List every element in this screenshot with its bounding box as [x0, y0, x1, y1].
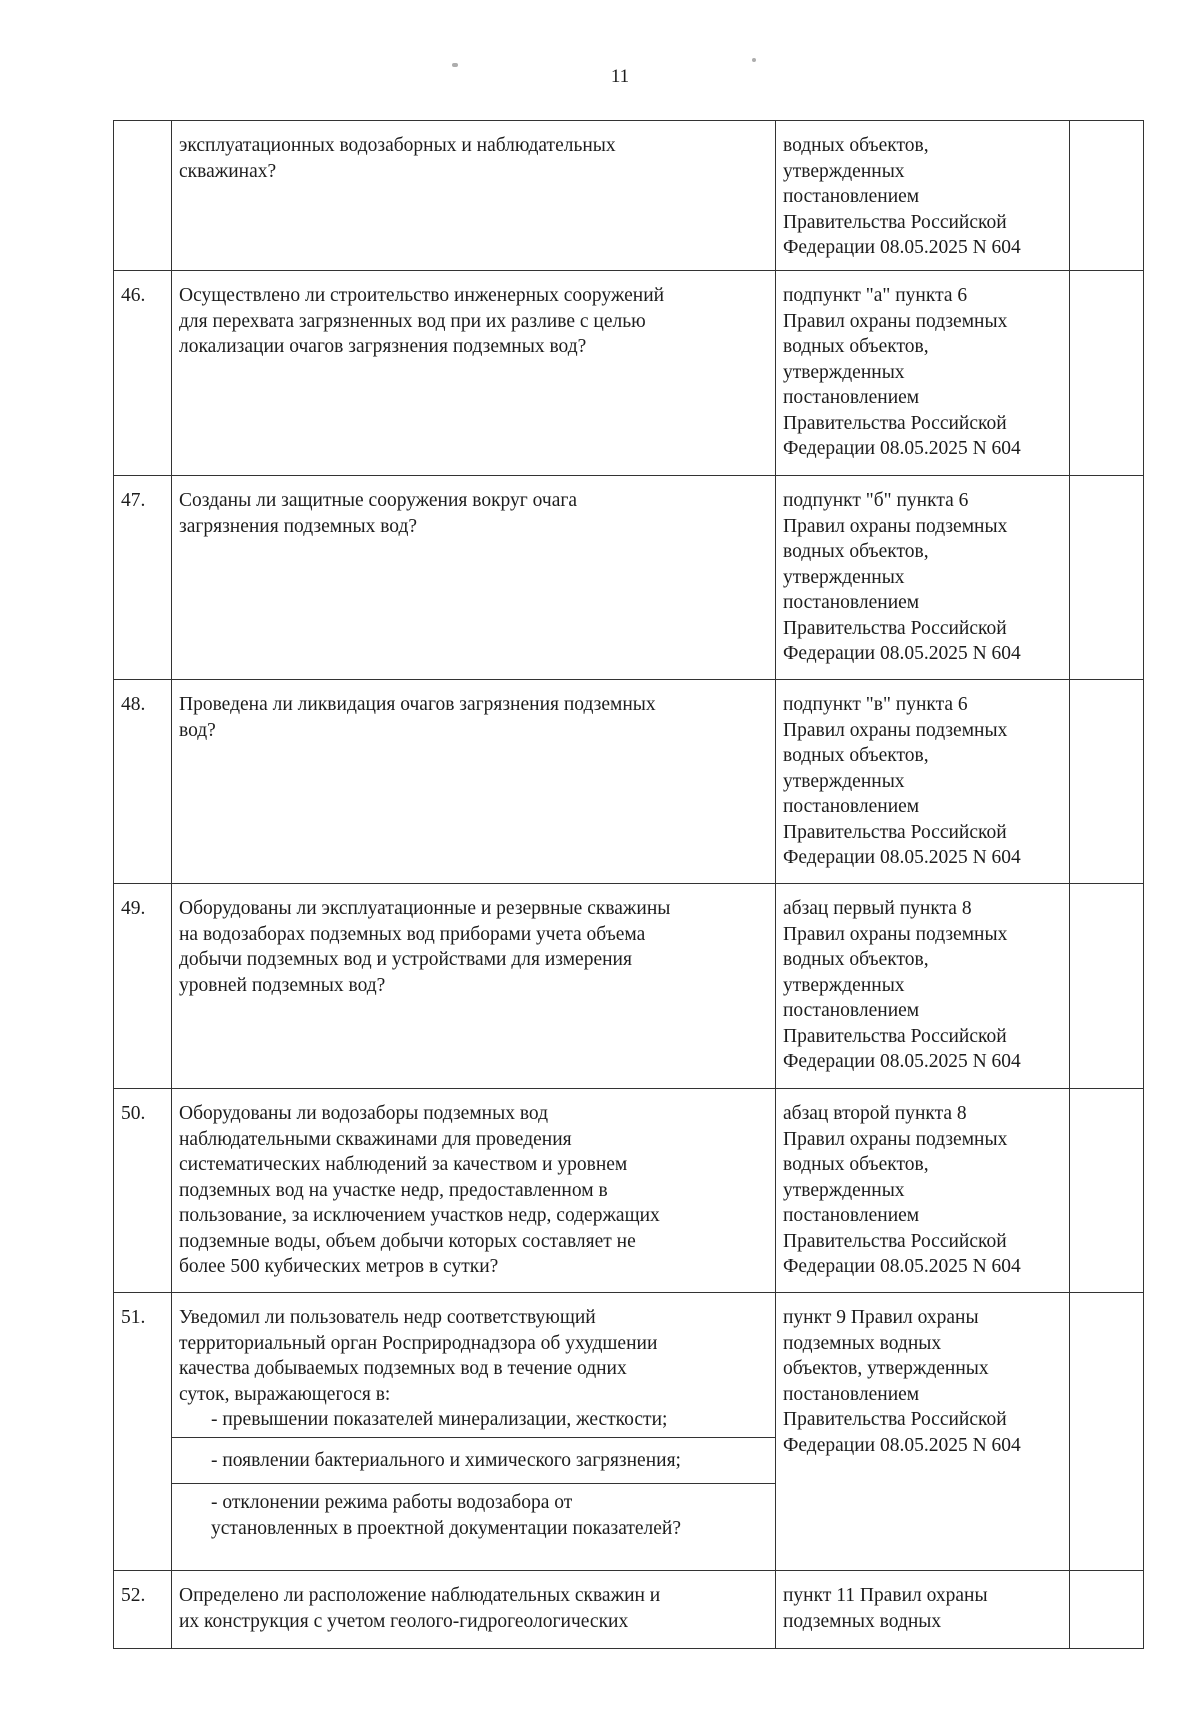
- reference-text: подпункт "а" пункта 6 Правил охраны подземных водных объектов, утвержденных постановлением Правительства Российской Федерации 08.05.2025 N 604: [783, 285, 1021, 459]
- table-row: [114, 121, 1144, 271]
- answer-cell: [1070, 271, 1144, 476]
- question-text: Оборудованы ли эксплуатационные и резервные скважины на водозаборах подземных вод приборами учета объема добычи подземных вод и устройствами для измерения уровней подземных вод?: [179, 898, 671, 996]
- row-number: [114, 121, 172, 271]
- question-cell: [172, 121, 776, 271]
- reference-text: подпункт "б" пункта 6 Правил охраны подземных водных объектов, утвержденных постановлением Правительства Российской Федерации 08.05.2025 N 604: [783, 490, 1021, 664]
- question-text: Уведомил ли пользователь недр соответствующий территориальный орган Росприроднадзора об ухудшении качества добываемых подземных вод в течение одних суток, выражающегося в:: [179, 1307, 658, 1405]
- question-text: Осуществлено ли строительство инженерных сооружений для перехвата загрязненных вод при их разливе с целью локализации очагов загрязнения подземных вод?: [179, 285, 665, 357]
- sub-item-mineralization: - превышении показателей минерализации, жесткости;: [211, 1409, 668, 1430]
- question-text: Оборудованы ли водозаборы подземных вод наблюдательными скважинами для проведения систематических наблюдений за качеством и уровнем подземных вод на участке недр, предоставленном в пользование, за исключением участков недр, содержащих подземные воды, объем добычи которых составляет не более 500 кубических метров в сутки?: [179, 1103, 660, 1277]
- reference-text: пункт 11 Правил охраны подземных водных: [783, 1585, 988, 1632]
- table-row: [114, 1571, 1144, 1649]
- reference-cell: [776, 884, 1070, 1089]
- row-number: 49.: [114, 884, 172, 1089]
- reference-cell: [776, 121, 1070, 271]
- table-row: [114, 884, 1144, 1089]
- scan-speck: [452, 63, 458, 67]
- table-row: [114, 1089, 1144, 1293]
- question-cell: [172, 1293, 776, 1571]
- sub-item-intake-mode: - отклонении режима работы водозабора от установленных в проектной документации показателей?: [172, 1483, 775, 1545]
- table-row: [114, 1293, 1144, 1571]
- answer-cell: [1070, 476, 1144, 680]
- table-row: [114, 271, 1144, 476]
- reference-cell: [776, 1293, 1070, 1571]
- row-number: 48.: [114, 680, 172, 884]
- reference-cell: [776, 271, 1070, 476]
- reference-text: абзац первый пункта 8 Правил охраны подземных водных объектов, утвержденных постановлением Правительства Российской Федерации 08.05.2025 N 604: [783, 898, 1021, 1072]
- reference-cell: [776, 680, 1070, 884]
- page-number: 11: [610, 66, 630, 87]
- question-text: эксплуатационных водозаборных и наблюдательных скважинах?: [179, 135, 616, 182]
- answer-cell: [1070, 680, 1144, 884]
- answer-cell: [1070, 884, 1144, 1089]
- sub-item-contamination: - появлении бактериального и химического загрязнения;: [172, 1437, 775, 1484]
- row-number: 50.: [114, 1089, 172, 1293]
- reference-text: абзац второй пункта 8 Правил охраны подземных водных объектов, утвержденных постановлением Правительства Российской Федерации 08.05.2025 N 604: [783, 1103, 1021, 1277]
- answer-cell: [1070, 1089, 1144, 1293]
- reference-text: водных объектов, утвержденных постановлением Правительства Российской Федерации 08.05.2025 N 604: [783, 135, 1021, 258]
- reference-cell: [776, 1571, 1070, 1649]
- reference-text: подпункт "в" пункта 6 Правил охраны подземных водных объектов, утвержденных постановлением Правительства Российской Федерации 08.05.2025 N 604: [783, 694, 1021, 868]
- question-text: Созданы ли защитные сооружения вокруг очага загрязнения подземных вод?: [179, 490, 578, 537]
- reference-cell: [776, 476, 1070, 680]
- checklist-table: [113, 120, 1144, 1649]
- question-cell: [172, 476, 776, 680]
- row-number: 47.: [114, 476, 172, 680]
- row-number: 52.: [114, 1571, 172, 1649]
- answer-cell: [1070, 121, 1144, 271]
- row-number: 51.: [114, 1293, 172, 1571]
- scan-speck: [752, 58, 756, 62]
- table-row: [114, 476, 1144, 680]
- reference-text: пункт 9 Правил охраны подземных водных объектов, утвержденных постановлением Правительства Российской Федерации 08.05.2025 N 604: [783, 1307, 1021, 1456]
- question-text: Проведена ли ликвидация очагов загрязнения подземных вод?: [179, 694, 656, 741]
- question-text: Определено ли расположение наблюдательных скважин и их конструкция с учетом геолого-гидрогеологических: [179, 1585, 661, 1632]
- question-cell: [172, 884, 776, 1089]
- question-cell: [172, 271, 776, 476]
- table-row: [114, 680, 1144, 884]
- question-cell: [172, 1089, 776, 1293]
- question-cell: [172, 1571, 776, 1649]
- question-cell: [172, 680, 776, 884]
- row-number: 46.: [114, 271, 172, 476]
- answer-cell: [1070, 1293, 1144, 1571]
- reference-cell: [776, 1089, 1070, 1293]
- answer-cell: [1070, 1571, 1144, 1649]
